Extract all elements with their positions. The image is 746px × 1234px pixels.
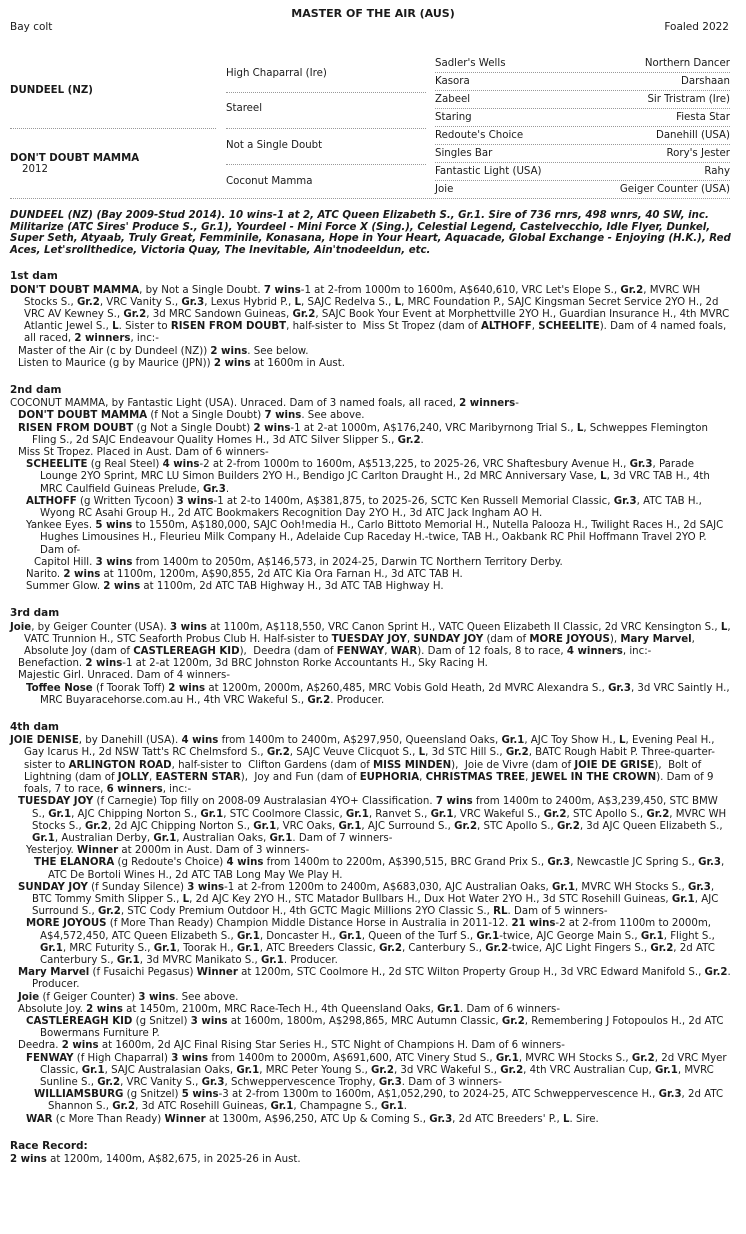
pedigree-g3-row: Fantastic Light (USA) Rahy <box>435 166 730 177</box>
section-heading: 3rd dam <box>10 607 60 620</box>
pedigree-entry: RISEN FROM DOUBT (g Not a Single Doubt) 2 wins-1 at 2-at 1000m, A$176,240, VRC Maribyrnong Trial S., L, Schweppes Flemington Fling S., 2d SAJC Endeavour Quality Homes H., 3d ATC Silver Slipper S., Gr.2. <box>18 422 708 446</box>
pedigree-entry: WILLIAMSBURG (g Snitzel) 5 wins-3 at 2-from 1300m to 1600m, A$1,052,290, to 2024-25, ATC Schweppervescence H., Gr.3, 2d ATC Shannon S., Gr.2, 3d ATC Rosehill Guineas, Gr.1, Champagne S., Gr.1. <box>34 1089 724 1113</box>
catalogue-content <box>10 210 732 1166</box>
pedigree-sire: DUNDEEL (NZ) <box>10 85 93 96</box>
pedigree-entry: FENWAY (f High Chaparral) 3 wins from 1400m to 2000m, A$691,600, ATC Vinery Stud S., Gr.1, MVRC WH Stocks S., Gr.2, 2d VRC Myer Classic, Gr.1, SAJC Australasian Oaks, Gr.1, MRC Peter Young S., Gr.2, 3d VRC Wakeful S., Gr.2, 4th VRC Australian Cup, Gr.1, MVRC Sunline S., Gr.2, VRC Vanity S., Gr.3, Schweppervescence Trophy, Gr.3. Dam of 3 winners- <box>26 1052 727 1088</box>
pedigree-divider <box>435 90 730 91</box>
pedigree-dam-year: 2012 <box>22 164 48 175</box>
horse-title: MASTER OF THE AIR (AUS) <box>291 7 455 20</box>
pedigree-g3-row: Singles Bar Rory's Jester <box>435 148 730 159</box>
pedigree-entry: ALTHOFF (g Written Tycoon) 3 wins-1 at 2-to 1400m, A$381,875, to 2025-26, SCTC Ken Russell Memorial Classic, Gr.3, ATC TAB H., Wyong RC Asahi Group H., 2d ATC Bookmakers Recognition Day 2YO H., 3d ATC Jack Ingham AO H. <box>26 495 702 520</box>
pedigree-entry: SCHEELITE (g Real Steel) 4 wins-2 at 2-from 1000m to 1600m, A$513,225, to 2025-26, VRC Shaftesbury Avenue H., Gr.3, Parade Lounge 2YO Sprint, MRC LU Simon Builders 2YO H., Bendigo JC Carlton Draught H., 2d MRC Anniversary Vase, L, 3d VRC TAB H., 4th MRC Caulfield Guineas Prelude, Gr.3. <box>26 459 710 495</box>
pedigree-table <box>10 56 730 202</box>
pedigree-g3-row: Kasora Darshaan <box>435 76 730 87</box>
dam-sections <box>10 270 732 1125</box>
pedigree-entry: Majestic Girl. Unraced. Dam of 4 winners- <box>18 670 231 682</box>
pedigree-entry: Yankee Eyes. 5 wins to 1550m, A$180,000, SAJC Ooh!media H., Carlo Bittoto Memorial H., Nutella Palooza H., Twilight Races H., 2d SAJC Hughes Limousines H., Fleurieu Milk Company H., Adelaide Cup Raceday H.-twice, TAB H., Oakbank RC Phil Hoffmann Travel 2YO P. Dam of- <box>26 520 724 556</box>
pedigree-entry: Deedra. 2 wins at 1600m, 2d AJC Final Rising Star Series H., STC Night of Champions H. Dam of 6 winners- <box>18 1040 565 1052</box>
pedigree-entry: Listen to Maurice (g by Maurice (JPN)) 2 wins at 1600m in Aust. <box>18 357 345 369</box>
pedigree-divider <box>226 92 426 93</box>
pedigree-entry: THE ELANORA (g Redoute's Choice) 4 wins from 1400m to 2200m, A$390,515, BRC Grand Prix S., Gr.3, Newcastle JC Spring S., Gr.3, ATC De Bortoli Wines H., 2d ATC TAB Long May We Play H. <box>34 857 725 881</box>
pedigree-g3-row: Redoute's Choice Danehill (USA) <box>435 130 730 141</box>
pedigree-entry: Capitol Hill. 3 wins from 1400m to 2050m, A$146,573, in 2024-25, Darwin TC Northern Territory Derby. <box>34 556 563 568</box>
pedigree-entry: DON'T DOUBT MAMMA, by Not a Single Doubt. 7 wins-1 at 2-from 1000m to 1600m, A$640,610, VRC Let's Elope S., Gr.2, MVRC WH Stocks S., Gr.2, VRC Vanity S., Gr.3, Lexus Hybrid P., L, SAJC Redelva S., L, MRC Foundation P., SAJC Kingsman Secret Service 2YO H., 2d VRC AV Kewney S., Gr.2, 3d MRC Sandown Guineas, Gr.2, SAJC Book Your Event at Morphettville 2YO H., Guardian Insurance H., 4th MVRC Atlantic Jewel S., L. Sister to RISEN FROM DOUBT, half-sister to Miss St Tropez (dam of ALTHOFF, SCHEELITE). Dam of 4 named foals, all raced, 2 winners, inc:- <box>10 284 730 345</box>
pedigree-entry: MORE JOYOUS (f More Than Ready) Champion Middle Distance Horse in Australia in 2011-12. 21 wins-2 at 2-from 1100m to 2000m, A$4,572,450, ATC Queen Elizabeth S., Gr.1, Doncaster H., Gr.1, Queen of the Turf S., Gr.1-twice, AJC George Main S., Gr.1, Flight S., Gr.1, MRC Futurity S., Gr.1, Toorak H., Gr.1, ATC Breeders Classic, Gr.2, Canterbury S., Gr.2-twice, AJC Light Fingers S., Gr.2, 2d ATC Canterbury S., Gr.1, 3d MVRC Manikato S., Gr.1. Producer. <box>26 918 715 966</box>
pedigree-divider <box>435 72 730 73</box>
pedigree-entry: Master of the Air (c by Dundeel (NZ)) 2 wins. See below. <box>18 345 309 357</box>
pedigree-sire-dam: Stareel <box>226 103 263 114</box>
pedigree-entry: CASTLEREAGH KID (g Snitzel) 3 wins at 1600m, 1800m, A$298,865, MRC Autumn Classic, Gr.2, Remembering J Fotopoulos H., 2d ATC Bowermans Furniture P. <box>26 1015 724 1040</box>
pedigree-entry: Joie, by Geiger Counter (USA). 3 wins at 1100m, A$118,550, VRC Canon Sprint H., VATC Queen Elizabeth II Classic, 2d VRC Kensington S., L, VATC Trunnion H., STC Seaforth Probus Club H. Half-sister to TUESDAY JOY, SUNDAY JOY (dam of MORE JOYOUS), Mary Marvel, Absolute Joy (dam of CASTLEREAGH KID), Deedra (dam of FENWAY, WAR). Dam of 12 foals, 8 to race, 4 winners, inc:- <box>10 621 731 658</box>
pedigree-g3-row: Staring Fiesta Star <box>435 112 730 123</box>
pedigree-entry: Benefaction. 2 wins-1 at 2-at 1200m, 3d BRC Johnston Rorke Accountants H., Sky Racing H. <box>18 658 488 670</box>
pedigree-entry: SUNDAY JOY (f Sunday Silence) 3 wins-1 at 2-from 1200m to 2400m, A$683,030, AJC Australian Oaks, Gr.1, MVRC WH Stocks S., Gr.3, BTC Tommy Smith Slipper S., L, 2d AJC Key 2YO H., STC Matador Bullbars H., Dux Hot Water 2YO H., 3d STC Rosehill Guineas, Gr.1, AJC Surround S., Gr.2, STC Cody Premium Outdoor H., 4th GCTC Magic Millions 2YO Classic S., RL. Dam of 5 winners- <box>18 881 719 918</box>
pedigree-divider <box>435 180 730 181</box>
pedigree-entry: JOIE DENISE, by Danehill (USA). 4 wins from 1400m to 2400m, A$297,950, Queensland Oaks, Gr.1, AJC Toy Show H., L, Evening Peal H., Gay Icarus H., 2d NSW Tatt's RC Chelmsford S., Gr.2, SAJC Veuve Clicquot S., L, 3d STC Hill S., Gr.2, BATC Rough Habit P. Three-quarter-sister to ARLINGTON ROAD, half-sister to Clifton Gardens (dam of MISS MINDEN), Joie de Vivre (dam of JOIE DE GRISE), Bolt of Lightning (dam of JOLLY, EASTERN STAR), Joy and Fun (dam of EUPHORIA, CHRISTMAS TREE, JEWEL IN THE CROWN). Dam of 9 foals, 7 to race, 6 winners, inc:- <box>10 735 715 796</box>
race-record-heading: Race Record: <box>10 1139 88 1152</box>
pedigree-divider <box>435 126 730 127</box>
pedigree-divider <box>435 162 730 163</box>
pedigree-entry: TUESDAY JOY (f Carnegie) Top filly on 2008-09 Australasian 4YO+ Classification. 7 wins from 1400m to 2400m, A$3,239,450, STC BMW S., Gr.1, AJC Chipping Norton S., Gr.1, STC Coolmore Classic, Gr.1, Ranvet S., Gr.1, VRC Wakeful S., Gr.2, STC Apollo S., Gr.2, MVRC WH Stocks S., Gr.2, 2d AJC Chipping Norton S., Gr.1, VRC Oaks, Gr.1, AJC Surround S., Gr.2, STC Apollo S., Gr.2, 3d AJC Queen Elizabeth S., Gr.1, Australian Derby, Gr.1, Australian Oaks, Gr.1. Dam of 7 winners- <box>18 796 727 844</box>
pedigree-divider <box>435 144 730 145</box>
pedigree-dam: DON'T DOUBT MAMMA <box>10 153 140 164</box>
pedigree-divider <box>10 128 216 129</box>
horse-sex: Bay colt <box>10 21 53 33</box>
sire-summary: DUNDEEL (NZ) (Bay 2009-Stud 2014). 10 wins-1 at 2, ATC Queen Elizabeth S., Gr.1. Sire of 736 rnrs, 498 wnrs, 40 SW, inc. Militarize (ATC Sires' Produce S., Gr.1), Yourdeel - Mini Force X (Sing.), Celestial Legend, Castelvecchio, Idle Flyer, Dunkel, Super Seth, Atyaab, Truly Great, Femminile, Konasana, Hope in Your Heart, Aquacade, Global Exchange - Enjoying (H.K.), Red Aces, Let'srollthedice, Victoria Quay, The Inevitable, Ain'tnodeeldun, etc. <box>10 210 731 256</box>
pedigree-divider <box>435 108 730 109</box>
foaled-year: Foaled 2022 <box>664 21 729 33</box>
race-record-text: 2 wins at 1200m, 1400m, A$82,675, in 2025-26 in Aust. <box>10 1153 301 1165</box>
section-heading: 4th dam <box>10 721 59 734</box>
pedigree-entry: DON'T DOUBT MAMMA (f Not a Single Doubt) 7 wins. See above. <box>18 410 365 422</box>
pedigree-entry: Toffee Nose (f Toorak Toff) 2 wins at 1200m, 2000m, A$260,485, MRC Vobis Gold Heath, 2d MVRC Alexandra S., Gr.3, 3d VRC Saintly H., MRC Buyaracehorse.com.au H., 4th VRC Wakeful S., Gr.2. Producer. <box>26 682 730 706</box>
pedigree-divider <box>10 198 730 199</box>
pedigree-g3-row: Sadler's Wells Northern Dancer <box>435 58 730 69</box>
pedigree-dam-dam: Coconut Mamma <box>226 176 313 187</box>
section-heading: 2nd dam <box>10 384 62 396</box>
pedigree-g3-row: Zabeel Sir Tristram (Ire) <box>435 94 730 105</box>
pedigree-divider <box>226 128 426 129</box>
pedigree-entry: Joie (f Geiger Counter) 3 wins. See above. <box>18 991 239 1003</box>
pedigree-g3-row: Joie Geiger Counter (USA) <box>435 184 730 195</box>
pedigree-entry: Miss St Tropez. Placed in Aust. Dam of 6 winners- <box>18 447 269 459</box>
pedigree-dam-sire: Not a Single Doubt <box>226 140 323 151</box>
pedigree-entry: COCONUT MAMMA, by Fantastic Light (USA). Unraced. Dam of 3 named foals, all raced, 2 winners- <box>10 398 519 410</box>
pedigree-entry: Mary Marvel (f Fusaichi Pegasus) Winner at 1200m, STC Coolmore H., 2d STC Wilton Property Group H., 3d VRC Edward Manifold S., Gr.2. Producer. <box>18 967 731 991</box>
pedigree-entry: Yesterjoy. Winner at 2000m in Aust. Dam of 3 winners- <box>26 845 310 857</box>
race-record <box>10 1140 732 1166</box>
pedigree-entry: Absolute Joy. 2 wins at 1450m, 2100m, MRC Race-Tech H., 4th Queensland Oaks, Gr.1. Dam of 6 winners- <box>18 1003 561 1015</box>
pedigree-divider <box>226 164 426 165</box>
pedigree-entry: Summer Glow. 2 wins at 1100m, 2d ATC TAB Highway H., 3d ATC TAB Highway H. <box>26 581 444 593</box>
pedigree-sire-sire: High Chaparral (Ire) <box>226 68 327 79</box>
pedigree-entry: Narito. 2 wins at 1100m, 1200m, A$90,855, 2d ATC Kia Ora Farnan H., 3d ATC TAB H. <box>26 569 463 581</box>
section-heading: 1st dam <box>10 270 58 283</box>
pedigree-entry: WAR (c More Than Ready) Winner at 1300m, A$96,250, ATC Up & Coming S., Gr.3, 2d ATC Breeders' P., L. Sire. <box>26 1113 599 1125</box>
